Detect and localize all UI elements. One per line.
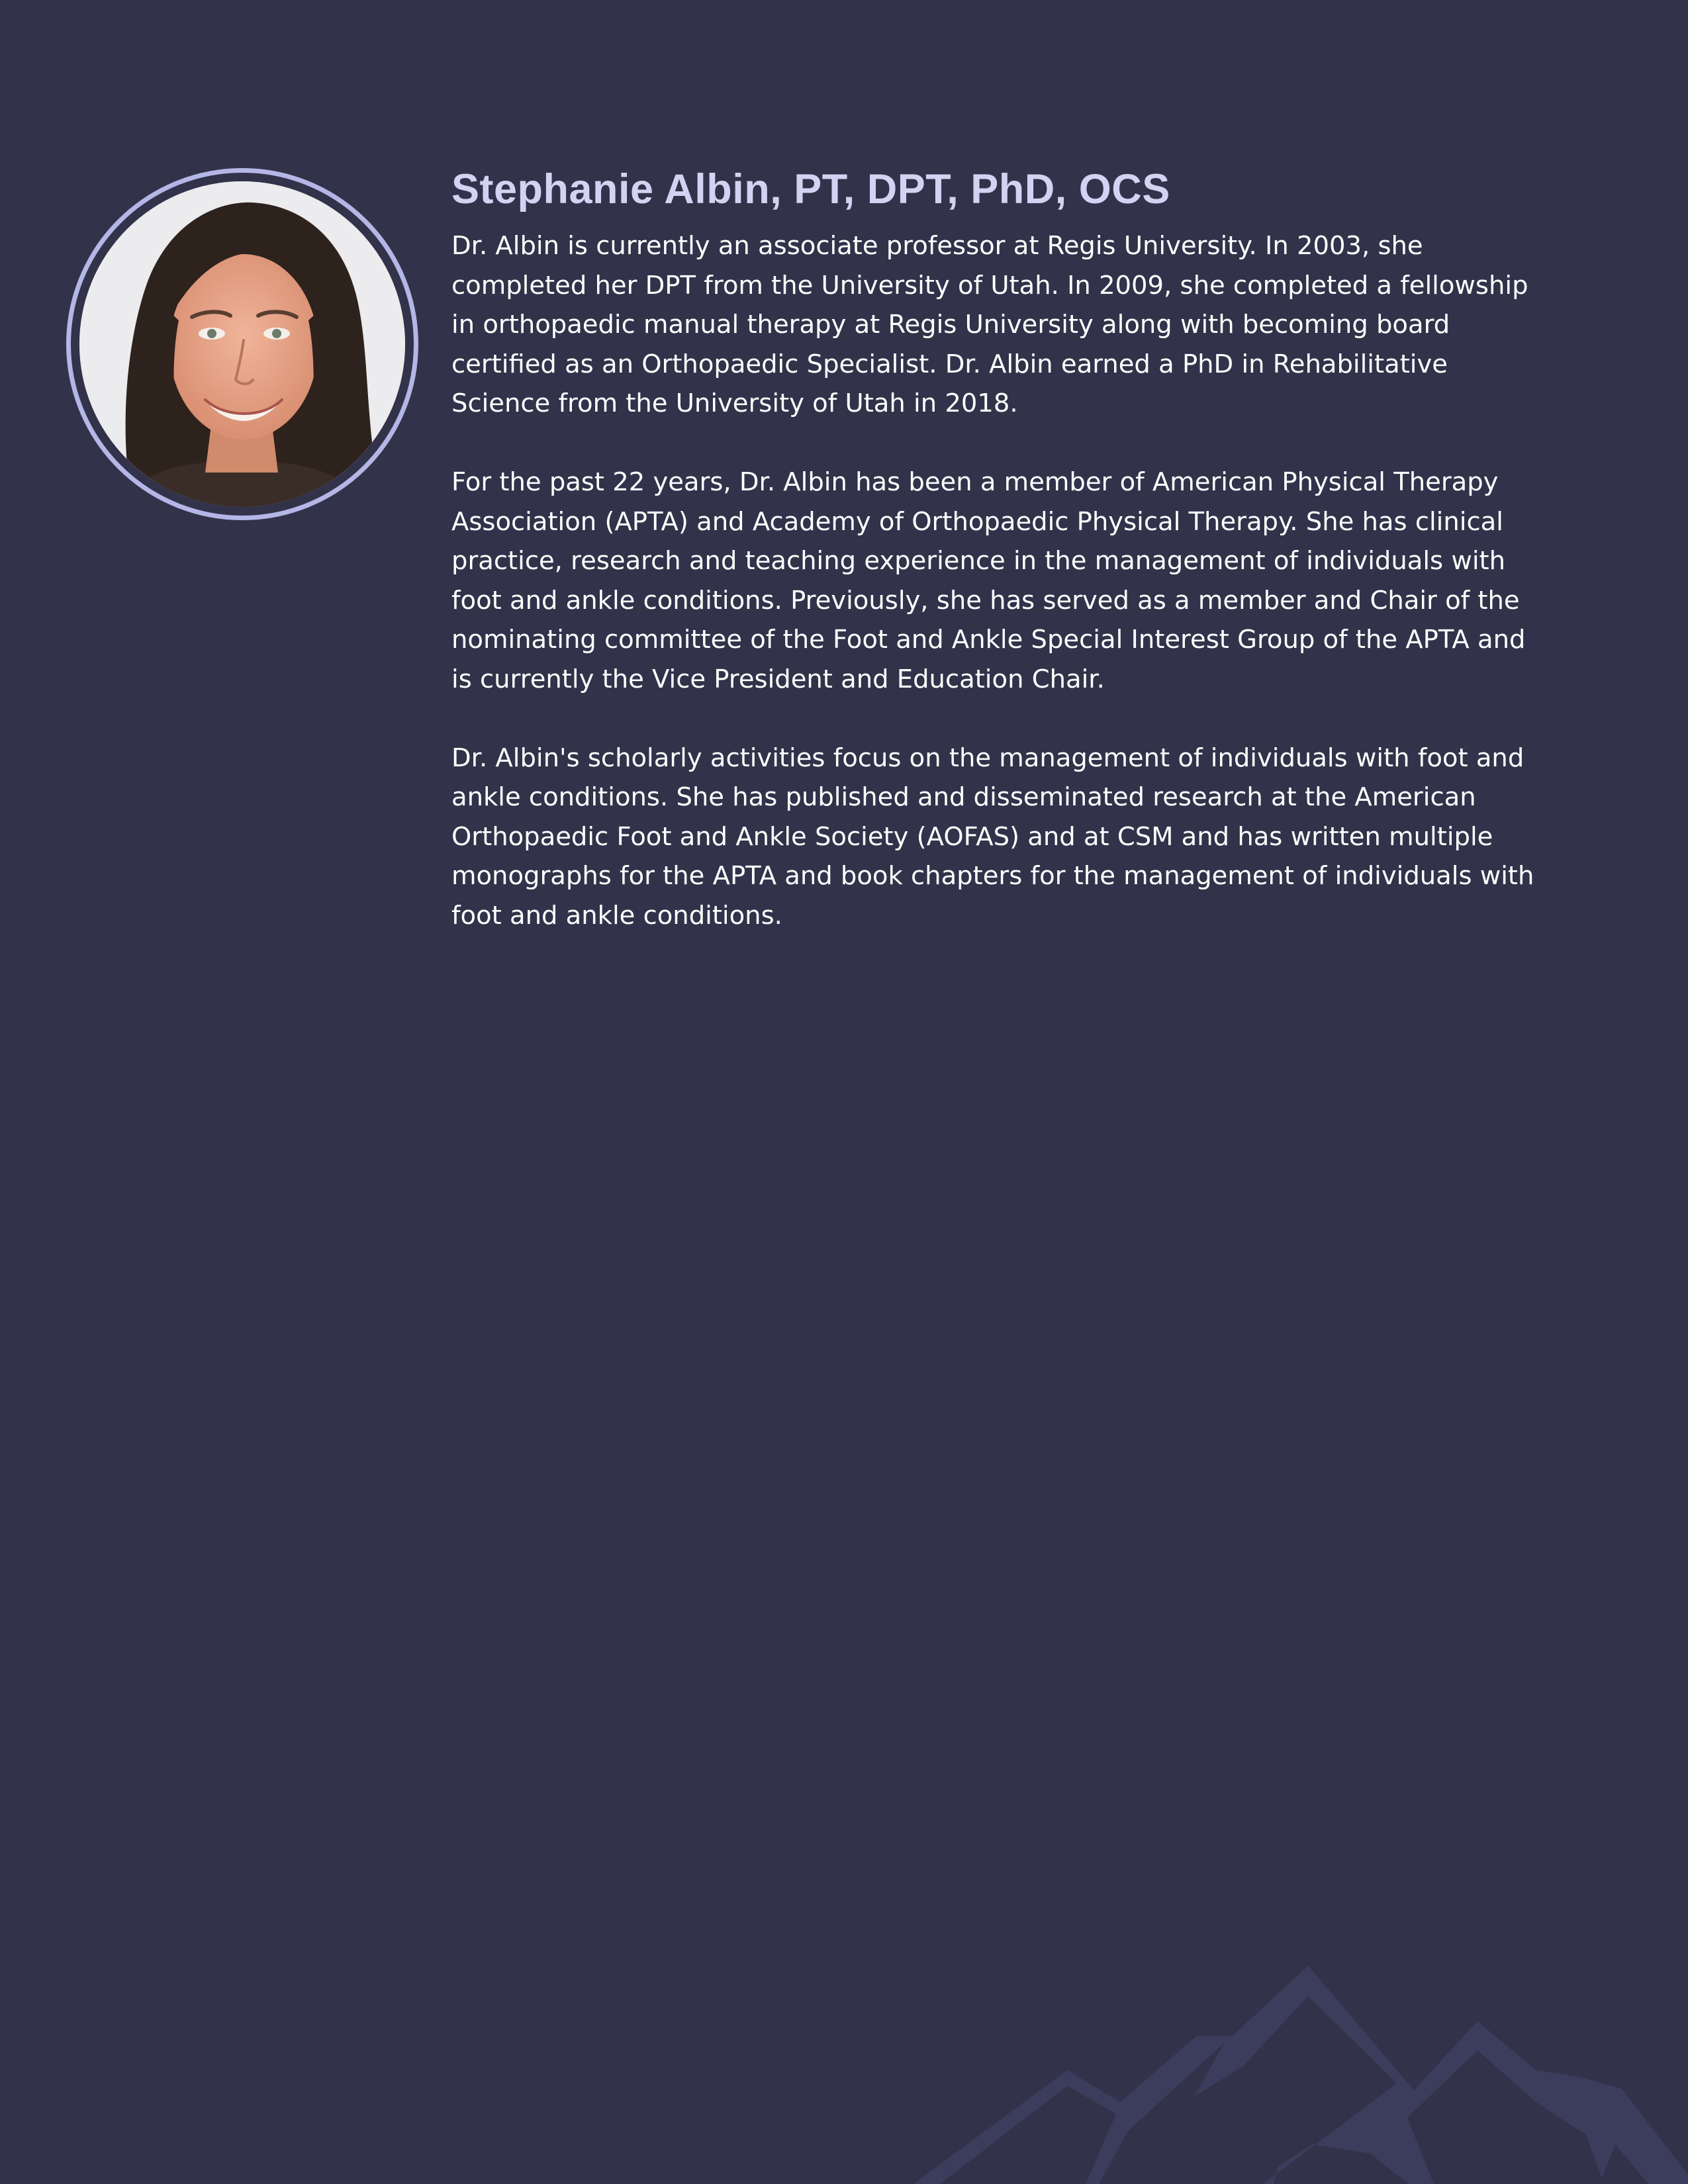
- bio-paragraph-3-line: foot and ankle conditions.: [451, 900, 782, 931]
- bio-paragraph-2-line: For the past 22 years, Dr. Albin has been a member of American Physical Therapy: [451, 467, 1499, 497]
- bio-paragraph-1-line: Dr. Albin is currently an associate professor at Regis University. In 2003, she: [451, 231, 1423, 261]
- bio-paragraph-3-line: ankle conditions. She has published and disseminated research at the American: [451, 782, 1476, 812]
- bio-paragraph-2-line: Association (APTA) and Academy of Orthopaedic Physical Therapy. She has clinical: [451, 506, 1503, 537]
- mountain-range-shape: [914, 1966, 1688, 2184]
- person-name-heading: Stephanie Albin, PT, DPT, PhD, OCS: [451, 166, 1170, 212]
- bio-paragraph-1-line: Science from the University of Utah in 2018.: [451, 388, 1018, 418]
- bio-paragraph-1-line: completed her DPT from the University of Utah. In 2009, she completed a fellowship: [451, 270, 1528, 300]
- bio-paragraph-1-line: certified as an Orthopaedic Specialist. Dr. Albin earned a PhD in Rehabilitative: [451, 349, 1448, 379]
- bio-paragraph-3-line: Dr. Albin's scholarly activities focus on the management of individuals with foot and: [451, 743, 1524, 773]
- bio-paragraph-2-line: nominating committee of the Foot and Ankle Special Interest Group of the APTA and: [451, 625, 1526, 655]
- bio-paragraph-1-line: in orthopaedic manual therapy at Regis University along with becoming board: [451, 310, 1450, 340]
- bio-paragraph-3-line: Orthopaedic Foot and Ankle Society (AOFAS) and at CSM and has written multiple: [451, 821, 1493, 852]
- bio-paragraph-2-line: is currently the Vice President and Education Chair.: [451, 664, 1105, 694]
- bio-paragraph-2-line: foot and ankle conditions. Previously, she has served as a member and Chair of the: [451, 585, 1520, 615]
- bio-paragraph-3-line: monographs for the APTA and book chapters for the management of individuals with: [451, 861, 1534, 891]
- bio-paragraph-2-line: practice, research and teaching experience in the management of individuals with: [451, 546, 1506, 576]
